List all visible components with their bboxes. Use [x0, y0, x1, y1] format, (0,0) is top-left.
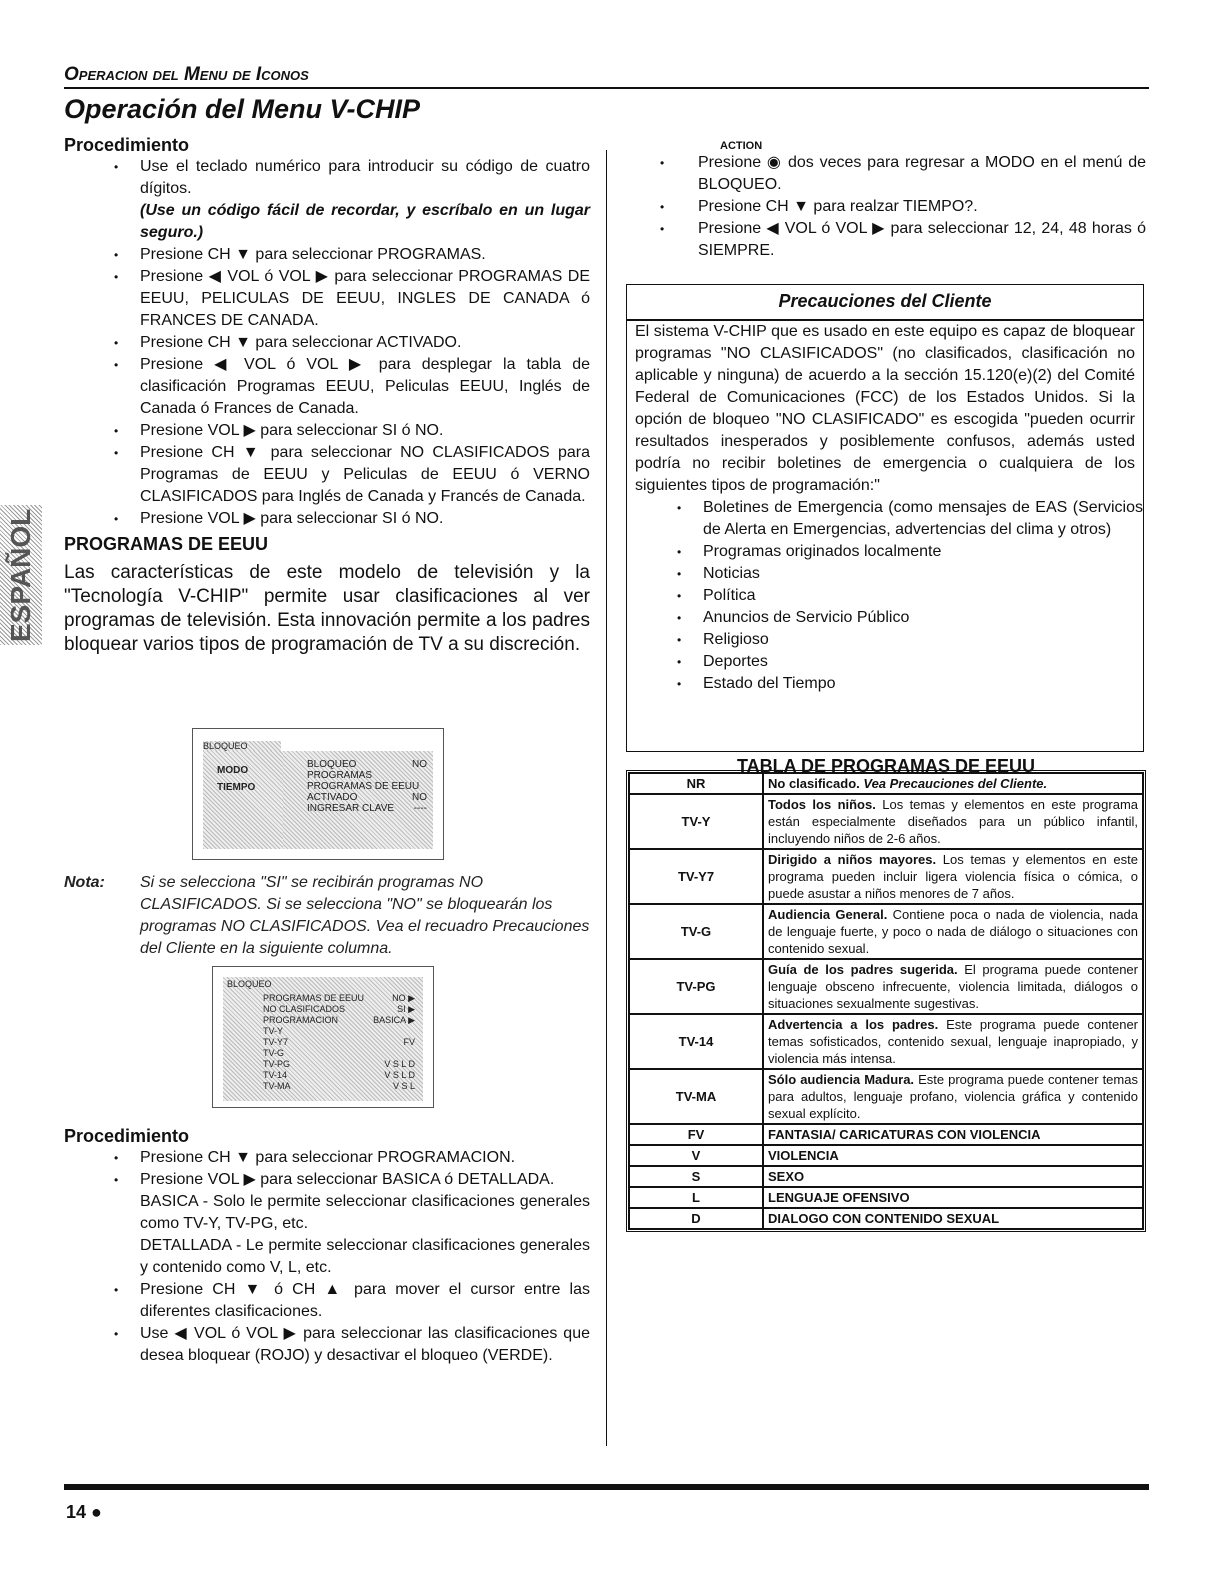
programs-text: Las características de este modelo de televisión y la "Tecnología V-CHIP" permite usar clasificaciones al ver programas de televisión. Esta innovación permite a los padres bloquear varios tipos de programación de TV a su discreción.: [64, 562, 590, 655]
menu-row-value: NO: [412, 759, 427, 770]
menu-row: [263, 1037, 415, 1048]
menu-row-value: BASICA ▶: [373, 1015, 415, 1025]
menu-row-value: V S L D: [384, 1070, 415, 1080]
menu-row: [263, 1048, 415, 1059]
menu-row: [263, 1059, 415, 1070]
menu-row-label: NO CLASIFICADOS: [263, 1004, 346, 1014]
menu-row-value: ----: [413, 803, 427, 814]
rating-code: TV-MA: [629, 1069, 763, 1124]
box-title: Precauciones del Cliente: [627, 285, 1143, 321]
menu-row-value: V S L D: [384, 1059, 415, 1069]
rating-title: FANTASIA/ CARICATURAS CON VIOLENCIA: [768, 1127, 1041, 1142]
section-header: Operacion del Menu de Iconos: [64, 64, 1149, 89]
menu-row-label: TV-MA: [263, 1081, 291, 1091]
list-item: • Programas originados localmente: [627, 541, 1143, 563]
table-title: TABLA DE PROGRAMAS DE EEUU: [736, 756, 1035, 776]
rating-code: TV-Y: [629, 794, 763, 849]
menu-row: [263, 1004, 415, 1015]
list-item: • Deportes: [627, 651, 1143, 673]
menu-item: TIEMPO: [217, 782, 256, 793]
rating-code: TV-14: [629, 1014, 763, 1069]
code-note: (Use un código fácil de recordar, y escríbalo en un lugar seguro.): [140, 202, 590, 241]
detallada-text: DETALLADA - Le permite seleccionar clasificaciones generales y contenido como V, L, etc.: [140, 1237, 590, 1276]
language-tab: [0, 505, 42, 645]
procedure-2-title: Procedimiento: [64, 1126, 190, 1146]
menu-row: [307, 781, 433, 792]
page-title: Operación del Menu V-CHIP: [64, 94, 421, 124]
menu-row: [263, 1026, 415, 1037]
list-item: • Presione CH ▼ ó CH ▲ para mover el cursor entre las diferentes clasificaciones.: [64, 1279, 590, 1323]
rating-description: [763, 1124, 1143, 1145]
rating-code: FV: [629, 1124, 763, 1145]
item-text: Presione ◀ VOL ó VOL ▶ para seleccionar PROGRAMAS DE EEUU, PELICULAS DE EEUU, INGLES DE CANADA ó FRANCES DE CANADA.: [140, 268, 590, 329]
menu-row: [263, 1081, 415, 1092]
menu-row: [307, 803, 433, 814]
rating-description: [763, 1014, 1143, 1069]
list-item: [64, 442, 590, 508]
menu-row-label: PROGRAMACION: [263, 1015, 339, 1025]
rating-title: DIALOGO CON CONTENIDO SEXUAL: [768, 1211, 1000, 1226]
rating-description: [763, 959, 1143, 1014]
rating-text: El programa puede contener lenguaje obsceno infrecuente, violencia limitada, diálogos o situaciones sexualmente sugestivas.: [768, 962, 1138, 1011]
table-row: [629, 849, 1143, 904]
list-item: • Estado del Tiempo: [627, 673, 1143, 695]
menu-screen-programs: [212, 966, 434, 1108]
rating-description: [763, 1208, 1143, 1229]
list-item: [64, 266, 590, 332]
menu-row-label: INGRESAR CLAVE: [307, 803, 395, 814]
ratings-table-frame: [626, 770, 1146, 1232]
rating-description: [763, 1145, 1143, 1166]
list-item: • Presione CH ▼ para seleccionar PROGRAMACION.: [64, 1147, 590, 1169]
list-item: • Religioso: [627, 629, 1143, 651]
menu-row-label: PROGRAMAS DE EEUU: [263, 993, 365, 1003]
rating-description: [763, 1187, 1143, 1208]
menu-row-value: V S L: [392, 1081, 415, 1091]
procedure-title: Procedimiento: [64, 135, 190, 155]
menu-row-label: TV-Y: [263, 1026, 284, 1036]
rating-code: TV-G: [629, 904, 763, 959]
table-row: [629, 904, 1143, 959]
page-number: 14 ●: [66, 1502, 102, 1522]
language-tab-label: ESPAÑOL: [5, 508, 36, 642]
list-item: • Política: [627, 585, 1143, 607]
rating-title: Guía de los padres sugerida.: [768, 962, 958, 977]
rating-code: S: [629, 1166, 763, 1187]
table-row: [629, 794, 1143, 849]
list-item: • Presione ◀ VOL ó VOL ▶ para seleccionar 12, 24, 48 horas ó SIEMPRE.: [626, 218, 1146, 262]
table-row: [629, 1124, 1143, 1145]
rating-code: NR: [629, 773, 763, 794]
rating-title: No clasificado.: [768, 776, 860, 791]
rating-title: Todos los niños.: [768, 797, 876, 812]
rating-text: Los temas y elementos en este programa están especialmente diseñados para un público infantil, incluyendo niños de 2-6 años.: [768, 797, 1138, 846]
table-row: [629, 1166, 1143, 1187]
column-divider: [606, 150, 607, 1446]
rating-description: [763, 773, 1143, 794]
table-row: [629, 959, 1143, 1014]
menu-row-value: FV: [403, 1037, 415, 1047]
basica-text: BASICA - Solo le permite seleccionar clasificaciones generales como TV-Y, TV-PG, etc.: [140, 1193, 590, 1232]
list-item: [64, 508, 590, 530]
menu-tab: BLOQUEO: [203, 741, 281, 751]
rating-text: Los temas y elementos en este programa pueden incluir ligera violencia física o cómica, o puede asustar a niños menores de 7 años.: [768, 852, 1138, 901]
menu-row: [263, 1015, 415, 1026]
table-row: [629, 1014, 1143, 1069]
table-row: [629, 1208, 1143, 1229]
list-item: • Anuncios de Servicio Público: [627, 607, 1143, 629]
rating-title: VIOLENCIA: [768, 1148, 839, 1163]
menu-row: [307, 770, 433, 781]
menu-programs-pane: [223, 977, 423, 1101]
menu-row: [263, 1070, 415, 1081]
procedure-2: [64, 1126, 590, 1367]
timer-steps: [626, 140, 1146, 262]
rating-description: [763, 1069, 1143, 1124]
table-row: [629, 773, 1143, 794]
box-text: El sistema V-CHIP que es usado en este equipo es capaz de bloquear programas "NO CLASIFICADOS" (no clasificados, clasificación no aplicable y ninguna) de acuerdo a la sección 15.120(e)(2) del Comité Federal de Comunicaciones (FCC) de los Estados Unidos. Si la opción de bloqueo "NO CLASIFICADO" es escogida "pueden ocurrir resultados inesperados y posiblemente confusos, además usted podría no recibir boletines de emergencia o cualquiera de los siguientes tipos de programación:": [635, 323, 1135, 494]
programs-title: PROGRAMAS DE EEUU: [64, 534, 269, 554]
list-item: [64, 354, 590, 420]
rating-title: Audiencia General.: [768, 907, 888, 922]
list-item: • Boletines de Emergencia (como mensajes de EAS (Servicios de Alerta en Emergencias, advertencias del clima y otros): [627, 497, 1143, 541]
rating-description: [763, 794, 1143, 849]
list-item: [64, 332, 590, 354]
list-item: [64, 1169, 590, 1279]
left-column: [64, 135, 590, 657]
rating-text: Este programa puede contener temas sofisticados, contenido sexual, lenguaje inapropiado, y violencia más intensa.: [768, 1017, 1139, 1066]
action-label: ACTION: [720, 140, 763, 152]
rating-code: TV-Y7: [629, 849, 763, 904]
menu-row-label: PROGRAMAS: [307, 770, 373, 781]
rating-code: L: [629, 1187, 763, 1208]
menu-row-value: SI ▶: [397, 1004, 415, 1014]
menu-row-value: NO ▶: [392, 993, 415, 1003]
customer-cautions-box: [626, 284, 1144, 752]
footer-rule: [64, 1484, 1149, 1490]
menu-row: [307, 792, 433, 803]
list-item: • Presione CH ▼ para realzar TIEMPO?.: [626, 196, 1146, 218]
rating-text: Contiene poca o nada de violencia, nada de lenguaje fuerte, y poco o nada de diálogo o situaciones con contenido sexual.: [768, 907, 1139, 956]
box-list: [627, 497, 1143, 695]
menu-item: MODO: [217, 765, 249, 776]
item-text: Presione VOL ▶ para seleccionar SI ó NO.: [140, 422, 444, 439]
item-text: Presione ◀ VOL ó VOL ▶ para desplegar la tabla de clasificación Programas EEUU, Peliculas EEUU, Inglés de Canada ó Frances de Canada.: [140, 356, 590, 417]
procedure-2-list: [64, 1147, 590, 1367]
item-text: Presione CH ▼ para seleccionar PROGRAMAS.: [140, 246, 486, 263]
rating-description: [763, 849, 1143, 904]
rating-code: V: [629, 1145, 763, 1166]
table-row: [629, 1069, 1143, 1124]
rating-title: LENGUAJE OFENSIVO: [768, 1190, 910, 1205]
item-text: Presione VOL ▶ para seleccionar SI ó NO.: [140, 510, 444, 527]
list-item: • Noticias: [627, 563, 1143, 585]
rating-title: Advertencia a los padres.: [768, 1017, 939, 1032]
menu-row-label: BLOQUEO: [307, 759, 357, 770]
item-text: Presione CH ▼ para seleccionar NO CLASIFICADOS para Programas de EEUU y Peliculas de EEUU ó VERNO CLASIFICADOS para Inglés de Canada y Francés de Canada.: [140, 444, 590, 505]
list-item: [64, 244, 590, 266]
menu-row-label: TV-G: [263, 1048, 285, 1058]
note-text: Si se selecciona "SI" se recibirán programas NO CLASIFICADOS. Si se selecciona "NO" se bloquearán los programas NO CLASIFICADOS. Vea el recuadro Precauciones del Cliente en la siguiente columna.: [140, 874, 590, 957]
menu-left-pane: [203, 751, 283, 849]
rating-text: Vea Precauciones del Cliente.: [863, 776, 1048, 791]
menu-screen-bloqueo: [192, 728, 444, 860]
rating-text: Este programa puede contener temas para adultos, lenguaje profano, violencia gráfica y contenido sexual explícito.: [768, 1072, 1138, 1121]
rating-code: TV-PG: [629, 959, 763, 1014]
rating-title: Dirigido a niños mayores.: [768, 852, 937, 867]
rating-description: [763, 1166, 1143, 1187]
list-item: [64, 156, 590, 244]
table-row: [629, 1187, 1143, 1208]
menu-tab: BLOQUEO: [227, 979, 272, 989]
right-column: [626, 140, 1146, 262]
item-text: Presione CH ▼ para seleccionar ACTIVADO.: [140, 334, 462, 351]
item-text: Use el teclado numérico para introducir su código de cuatro dígitos.: [140, 158, 590, 197]
note-label: Nota:: [64, 874, 105, 891]
ratings-table: [628, 772, 1144, 1230]
menu-row-label: TV-Y7: [263, 1037, 289, 1047]
list-item: • Presione ◉ dos veces para regresar a MODO en el menú de BLOQUEO.: [626, 152, 1146, 196]
menu-row: [307, 759, 433, 770]
list-item: • Use ◀ VOL ó VOL ▶ para seleccionar las clasificaciones que desea bloquear (ROJO) y desactivar el bloqueo (VERDE).: [64, 1323, 590, 1367]
rating-description: [763, 904, 1143, 959]
list-item: [64, 420, 590, 442]
menu-row: [263, 993, 415, 1004]
rating-code: D: [629, 1208, 763, 1229]
procedure-list: [64, 156, 590, 530]
menu-row-label: TV-14: [263, 1070, 288, 1080]
item-text: Presione VOL ▶ para seleccionar BASICA ó DETALLADA.: [140, 1171, 555, 1188]
menu-right-pane: [283, 751, 433, 849]
rating-title: SEXO: [768, 1169, 805, 1184]
menu-row-value: NO: [412, 792, 427, 803]
note: [64, 872, 590, 960]
table-row: [629, 1145, 1143, 1166]
menu-row-label: ACTIVADO: [307, 792, 358, 803]
menu-row-label: TV-PG: [263, 1059, 291, 1069]
rating-title: Sólo audiencia Madura.: [768, 1072, 915, 1087]
menu-row-label: PROGRAMAS DE EEUU: [307, 781, 420, 792]
